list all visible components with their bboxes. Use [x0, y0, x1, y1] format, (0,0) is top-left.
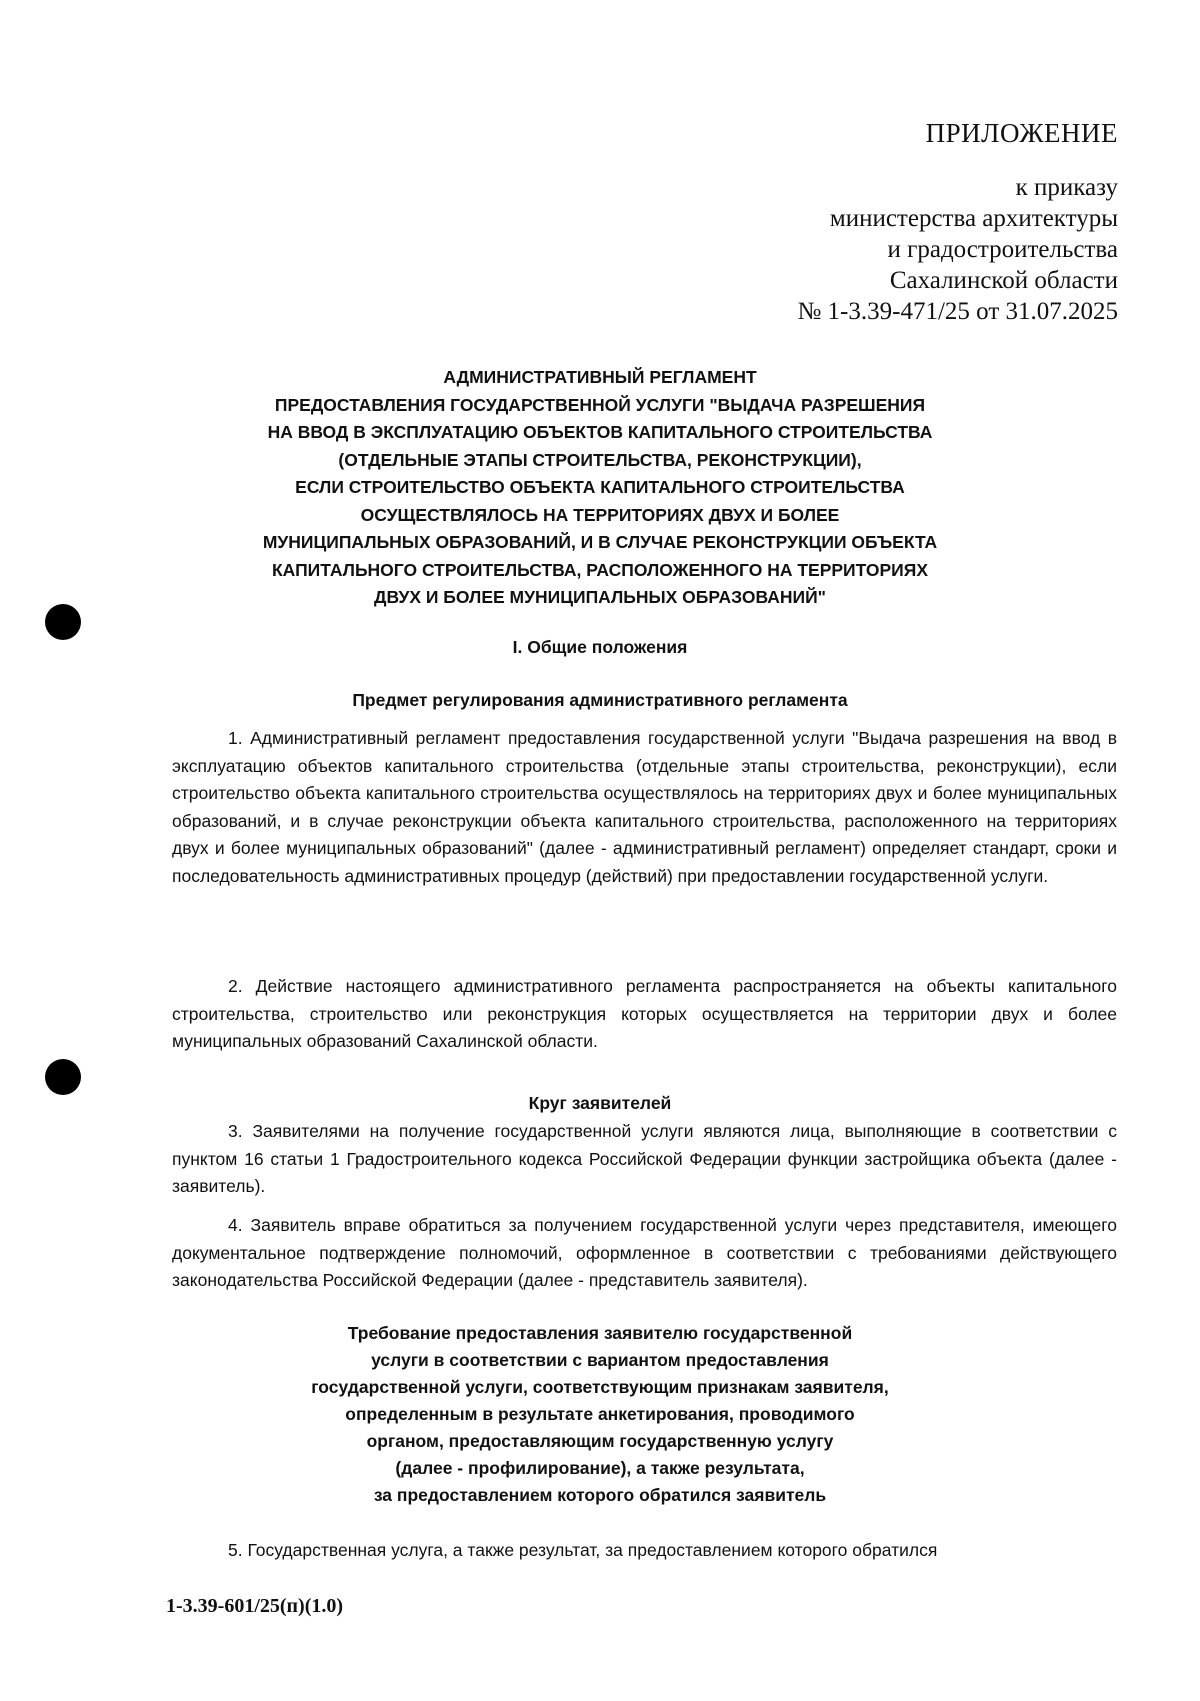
appendix-title: ПРИЛОЖЕНИЕ	[925, 118, 1118, 148]
subheading-subject: Предмет регулирования административного регламента	[352, 690, 848, 710]
title-line: НА ВВОД В ЭКСПЛУАТАЦИЮ ОБЪЕКТОВ КАПИТАЛЬНОГО СТРОИТЕЛЬСТВА	[267, 422, 933, 442]
subheading-requirement	[280, 1320, 920, 1509]
order-line: министерства архитектуры	[829, 205, 1118, 232]
punch-hole-top	[45, 604, 81, 640]
order-number: № 1-3.39-471/25 от 31.07.2025	[797, 298, 1118, 325]
title-line: КАПИТАЛЬНОГО СТРОИТЕЛЬСТВА, РАСПОЛОЖЕННОГО НА ТЕРРИТОРИЯХ	[271, 559, 928, 580]
heading-line: за предоставлением которого обратился заявитель	[373, 1485, 827, 1505]
document-code: 1-3.39-601/25(п)(1.0)	[166, 1595, 344, 1617]
title-line: АДМИНИСТРАТИВНЫЙ РЕГЛАМЕНТ	[443, 367, 757, 387]
subheading-applicants: Круг заявителей	[528, 1093, 672, 1113]
order-line: Сахалинской области	[889, 267, 1118, 294]
order-line: и градостроительства	[887, 236, 1118, 263]
heading-line: (далее - профилирование), а также результата,	[395, 1458, 805, 1478]
title-line: МУНИЦИПАЛЬНЫХ ОБРАЗОВАНИЙ, И В СЛУЧАЕ РЕКОНСТРУКЦИИ ОБЪЕКТА	[262, 532, 938, 552]
regulation-title	[230, 364, 970, 612]
section-heading-general: I. Общие положения	[512, 637, 688, 657]
title-line: ЕСЛИ СТРОИТЕЛЬСТВО ОБЪЕКТА КАПИТАЛЬНОГО СТРОИТЕЛЬСТВА	[295, 477, 905, 497]
heading-line: услуги в соответствии с вариантом предоставления	[371, 1350, 829, 1370]
title-line: ДВУХ И БОЛЕЕ МУНИЦИПАЛЬНЫХ ОБРАЗОВАНИЙ"	[374, 587, 826, 607]
heading-line: определенным в результате анкетирования, проводимого	[345, 1404, 855, 1424]
heading-line: Требование предоставления заявителю государственной	[347, 1323, 853, 1343]
heading-line: государственной услуги, соответствующим признакам заявителя,	[311, 1377, 889, 1397]
paragraph-2: 2. Действие настоящего административного регламента распространяется на объекты капитального строительства, строительство или реконструкция которых осуществляется на территории двух и более муниципальных образований Сахалинской области.	[172, 976, 1117, 1052]
order-line: к приказу	[1015, 174, 1118, 201]
title-line: (ОТДЕЛЬНЫЕ ЭТАПЫ СТРОИТЕЛЬСТВА, РЕКОНСТРУКЦИИ),	[338, 449, 862, 470]
title-line: ПРЕДОСТАВЛЕНИЯ ГОСУДАРСТВЕННОЙ УСЛУГИ "ВЫДАЧА РАЗРЕШЕНИЯ	[274, 394, 926, 415]
paragraph-3: 3. Заявителями на получение государственной услуги являются лица, выполняющие в соответствии с пунктом 16 статьи 1 Градостроительного кодекса Российской Федерации функции застройщика объекта (далее - заявитель).	[172, 1121, 1117, 1197]
title-line: ОСУЩЕСТВЛЯЛОСЬ НА ТЕРРИТОРИЯХ ДВУХ И БОЛЕЕ	[360, 504, 840, 525]
paragraph-1: 1. Административный регламент предоставления государственной услуги "Выдача разрешения на ввод в эксплуатацию объектов капитального строительства (отдельные этапы строительства, реконструкции), если строительство объекта капитального строительства осуществлялось на территориях двух и более муниципальных образований, и в случае реконструкции объекта капитального строительства, расположенного на территориях двух и более муниципальных образований" (далее - административный регламент) определяет стандарт, сроки и последовательность административных процедур (действий) при предоставлении государственной услуги.	[172, 728, 1117, 886]
paragraph-5-start: 5. Государственная услуга, а также результат, за предоставлением которого обратился	[228, 1540, 938, 1560]
paragraph-4: 4. Заявитель вправе обратиться за получением государственной услуги через представителя, имеющего документальное подтверждение полномочий, оформленное в соответствии с требованиями действующего законодательства Российской Федерации (далее - представитель заявителя).	[172, 1215, 1117, 1291]
order-reference	[797, 172, 1118, 327]
punch-hole-bottom	[45, 1059, 81, 1095]
heading-line: органом, предоставляющим государственную услугу	[366, 1431, 834, 1451]
